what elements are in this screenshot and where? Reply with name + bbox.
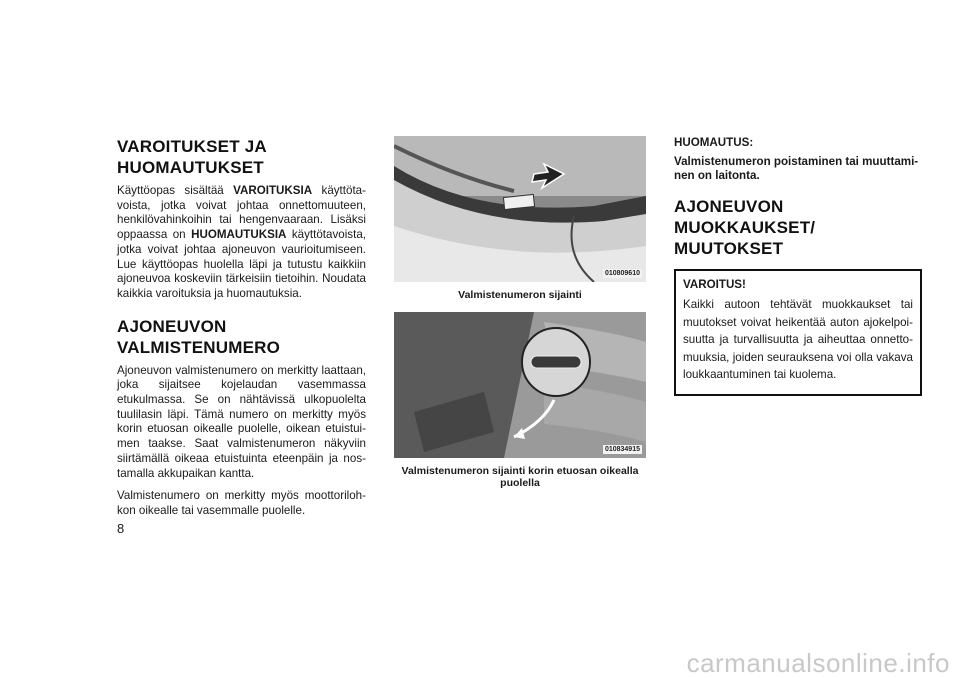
vin-paragraph: Ajoneuvon valmistenumero on merkitty laattaan, joka sijaitsee kojelaudan vasemmassa etukulmassa. Se on nähtävissä ulkopuolelta tuulilasin läpi. Tämä numero on merkitty myös korin etuosan oikealle puolelle, oikean etuistuimen taakse. Saat valmistenumeron näkyviin siirtämällä oikeaa etuistuinta eteenpäin ja nostamalla akkupaikan kantta. <box>117 363 366 480</box>
windshield-photo <box>394 136 646 282</box>
middle-column <box>394 136 646 500</box>
heading-warnings-notes: VAROITUKSET JA HUOMAUTUKSET <box>117 137 267 177</box>
warning-box <box>674 269 922 396</box>
vin-engine-paragraph: Valmistenumero on merkitty myös moottorilohkon oikealle tai vasemmalle puolelle. <box>117 489 366 517</box>
figure-vin-body <box>394 312 646 458</box>
heading-modifications: AJONEUVON MUOKKAUKSET/ MUUTOKSET <box>674 197 816 259</box>
page-number: 8 <box>117 521 125 536</box>
note-text: Valmistenumeron poistaminen tai muuttaminen on laitonta. <box>674 154 919 183</box>
figure2-caption: Valmistenumeron sijainti korin etuosan oikealla puolella <box>401 464 639 489</box>
warning-title: VAROITUS! <box>683 278 746 292</box>
warnings-paragraph: Käyttöopas sisältää VAROITUKSIA käyttötavoista, jotka voivat johtaa onnettomuuteen, henkilövahinkoihin tai hengenvaaraan. Lisäksi oppaassa on HUOMAUTUKSIA käyttötavoista, jotka voivat johtaa ajoneuvon vaurioitumiseen. Lue käyttöopas huolella läpi ja tutustu kaikkiin ajoneuvoa koskeviin tärkeisiin tietoihin. Noudata kaikkia varoituksia ja huomautuksia. <box>117 184 366 300</box>
watermark: carmanualsonline.info <box>686 648 950 678</box>
figure2-code: 010834915 <box>604 445 640 453</box>
note-title: HUOMAUTUS: <box>674 136 754 149</box>
figure1-code: 010809610 <box>604 270 640 277</box>
figure-vin-windshield <box>394 136 646 282</box>
warning-text: Kaikki autoon tehtävät muokkaukset tai muutokset voivat heikentää auton ajokelpoisuutta ja turvallisuutta ja aiheuttaa onnettomuuksia, joiden seurauksena voi olla vakava loukkaantuminen tai kuolema. <box>683 298 913 382</box>
right-column <box>674 136 922 396</box>
heading-vin: AJONEUVON VALMISTENUMERO <box>117 316 281 357</box>
left-column <box>117 136 366 527</box>
body-photo <box>394 312 646 458</box>
figure1-caption: Valmistenumeron sijainti <box>458 289 582 301</box>
